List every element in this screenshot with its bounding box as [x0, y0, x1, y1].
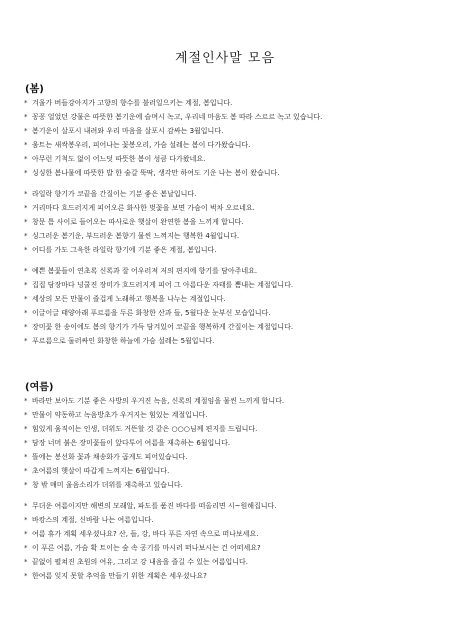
section-heading-summer: (여름) — [25, 382, 54, 393]
list-item: * 담장 너머 붉은 장미꽃들이 앞다투어 여름을 재촉하는 6월입니다. — [24, 439, 231, 447]
list-item: * 초여름의 햇살이 따갑게 느껴지는 6월입니다. — [24, 467, 170, 475]
list-item: * 아무런 기척도 없이 어느덧 따뜻한 봄이 성큼 다가왔네요. — [24, 155, 206, 163]
list-item: * 무더운 여름이지만 해변의 모래알, 파도를 품진 바다를 떠올리면 시~원해집니다. — [24, 502, 277, 510]
list-item: * 힘있게 움직이는 인생, 더위도 거뜬할 것 같은 ○○○님께 편지를 드립니다. — [24, 425, 258, 433]
list-item: * 라일락 향기가 코끝을 간질이는 기분 좋은 봄날입니다. — [24, 190, 197, 198]
list-item: * 겨울가 버들강아지가 고향의 향수를 불러일으키는 계절, 봄입니다. — [24, 99, 233, 107]
list-item: * 이글이글 태양아래 푸르름을 두른 화창한 산과 들, 5월다운 눈부신 모습입니다. — [24, 309, 271, 317]
list-item: * 장미꽃 한 송이에도 봄의 향기가 가득 담겨있어 코끝을 행복하게 간질이는 계절입니다. — [24, 323, 294, 331]
list-item: * 예쁜 봄꽃들이 연초록 신록과 잘 어우러져 저의 편지에 향기를 담아주네요. — [24, 267, 258, 275]
list-item: * 만물이 약동하고 녹음방초가 우거지는 힘있는 계절입니다. — [24, 411, 208, 419]
list-item: * 끝없이 펼쳐진 초원의 여유, 그리고 강 내음을 즐길 수 있는 여름입니다. — [24, 558, 249, 566]
list-item: * 싱싱한 봄나물에 따뜻한 밥 한 술갈 뚝딱, 생각만 하여도 기운 나는 봄이 왔습니다. — [24, 169, 280, 177]
list-item: * 세상의 모든 만물이 즐겁게 노래하고 행복을 나누는 계절입니다. — [24, 295, 226, 303]
list-item: * 싱그러운 봄기운, 부드러운 봄향기 물씬 느껴지는 행복한 4월입니다. — [24, 232, 240, 240]
list-item: * 이 푸른 여름, 가슴 확 트이는 숲 속 공기를 마시러 떠나보시는 건 어떠세요? — [24, 544, 261, 552]
list-item: * 봄기운이 살포시 내려와 우리 마음을 살포시 감싸는 3월입니다. — [24, 127, 224, 135]
list-item: * 창문 틈 사이로 들어오는 따사로운 햇살이 완연한 봄을 느끼게 합니다. — [24, 218, 244, 226]
list-item: * 바라만 보아도 기분 좋은 사방의 우거진 녹음, 신록의 계절임을 물씬 느끼게 합니다. — [24, 397, 285, 405]
list-item: * 뜰에는 봉선화 꽃과 채송화가 곱게도 피어있습니다. — [24, 453, 188, 461]
list-item: * 거리마다 흐드러지게 피어오른 화사한 벚꽃을 보면 가슴이 벅차 오르네요. — [24, 204, 255, 212]
list-item: * 바캉스의 계절, 신바람 나는 여름입니다. — [24, 516, 154, 524]
list-item: * 어디를 가도 그윽한 라일락 향기에 기분 좋은 계절, 봄입니다. — [24, 246, 217, 254]
list-item: * 여름 휴가 계획 세우셨나요? 산, 들, 강, 바다 푸른 자연 속으로 떠나보세요. — [24, 530, 259, 538]
page-title: 계절인사말 모음 — [174, 51, 276, 66]
list-item: * 푸르름으로 둘러싸인 화창한 하늘에 가슴 설레는 5월입니다. — [24, 337, 215, 345]
list-item: * 움트는 새싹봉우리, 피어나는 꽃봉오리, 가슴 설레는 봄이 다가왔습니다. — [24, 141, 251, 149]
list-item: * 꽁꽁 얼었던 강물은 따뜻한 봄기운에 슬며시 녹고, 우리네 마음도 봄 따라 스르르 녹고 있습니다. — [24, 113, 323, 121]
section-heading-spring: (봄) — [25, 84, 44, 95]
list-item: * 창 밖 매미 울음소리가 더위를 재촉하고 있습니다. — [24, 481, 183, 489]
list-item: * 집집 담장마다 넝쿨진 장미가 흐드러지게 피어 그 아름다운 자태를 뽐내는 계절입니다. — [24, 281, 294, 289]
list-item: * 한여름 잊지 못할 추억을 만들기 위한 계획은 세우셨나요? — [24, 572, 207, 580]
